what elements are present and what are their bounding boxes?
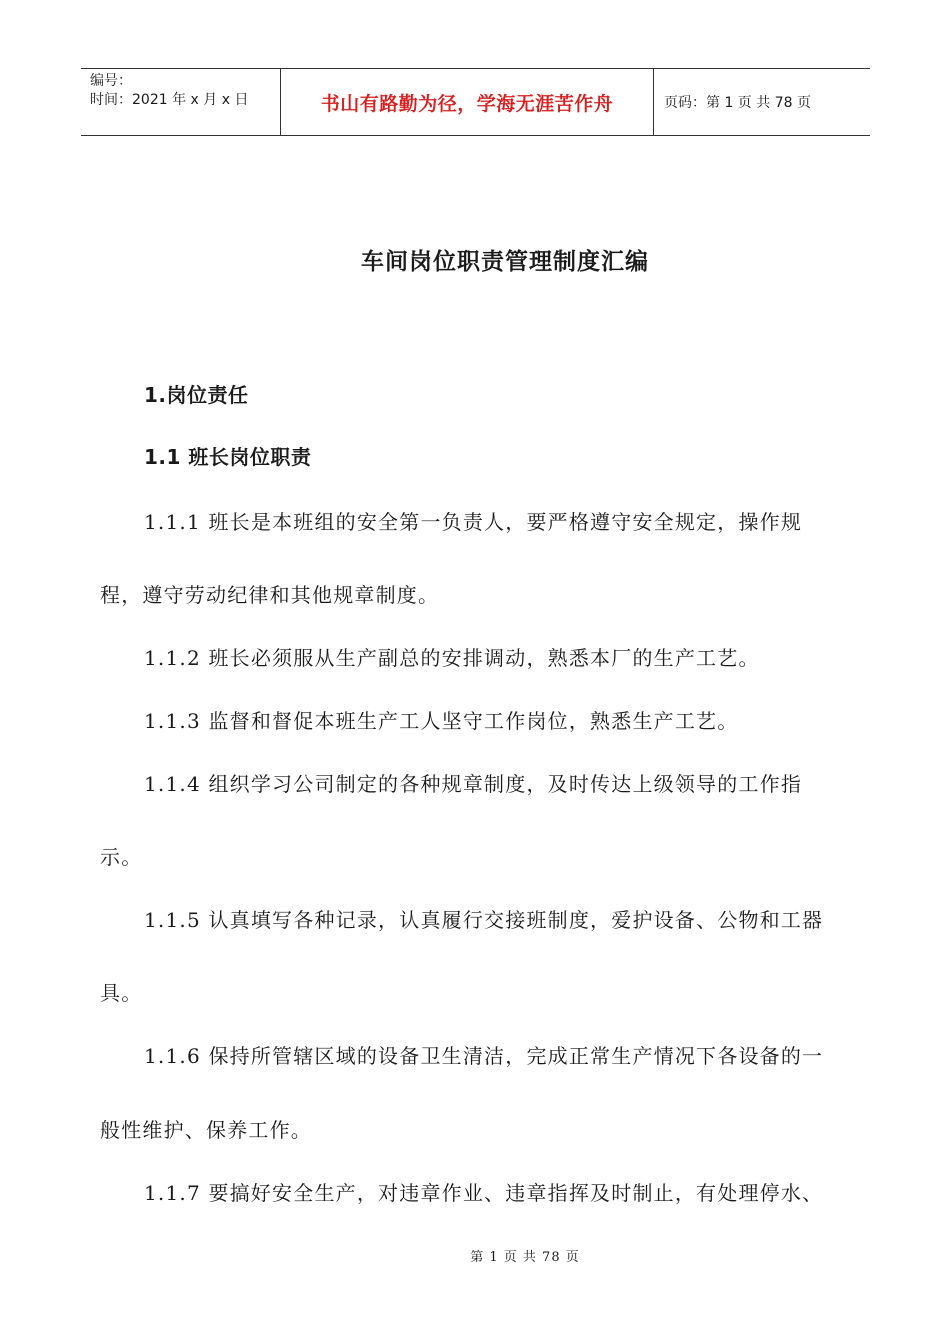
header-page-info: 页码：第 1 页 共 78 页 [664, 95, 811, 111]
header-number-label: 编号： [90, 73, 132, 89]
paragraph-line: 1.1.6 保持所管辖区域的设备卫生清洁，完成正常生产情况下各设备的一 [144, 1044, 824, 1068]
paragraph-line: 1.1.5 认真填写各种记录，认真履行交接班制度，爱护设备、公物和工器 [144, 908, 824, 932]
section-heading-1: 1.岗位责任 [144, 383, 249, 407]
document-title: 车间岗位职责管理制度汇编 [361, 249, 649, 275]
page-footer: 第 1 页 共 78 页 [470, 1250, 580, 1265]
paragraph-line: 1.1.3 监督和督促本班生产工人坚守工作岗位，熟悉生产工艺。 [144, 709, 739, 733]
section-heading-1-1: 1.1 班长岗位职责 [144, 445, 312, 469]
header-motto: 书山有路勤为径，学海无涯苦作舟 [281, 69, 654, 135]
header-meta-cell [81, 69, 281, 135]
paragraph-line: 程，遵守劳动纪律和其他规章制度。 [100, 583, 440, 607]
document-header [81, 68, 870, 136]
header-time-label: 时间：2021 年 x 月 x 日 [90, 92, 249, 108]
paragraph-line: 1.1.2 班长必须服从生产副总的安排调动，熟悉本厂的生产工艺。 [144, 646, 760, 670]
paragraph-line: 示。 [100, 845, 143, 869]
paragraph-line: 1.1.4 组织学习公司制定的各种规章制度，及时传达上级领导的工作指 [144, 772, 803, 796]
paragraph-line: 般性维护、保养工作。 [100, 1118, 312, 1142]
paragraph-line: 1.1.7 要搞好安全生产，对违章作业、违章指挥及时制止，有处理停水、 [144, 1181, 824, 1205]
paragraph-line: 1.1.1 班长是本班组的安全第一负责人，要严格遵守安全规定，操作规 [144, 510, 803, 534]
paragraph-line: 具。 [100, 981, 143, 1005]
